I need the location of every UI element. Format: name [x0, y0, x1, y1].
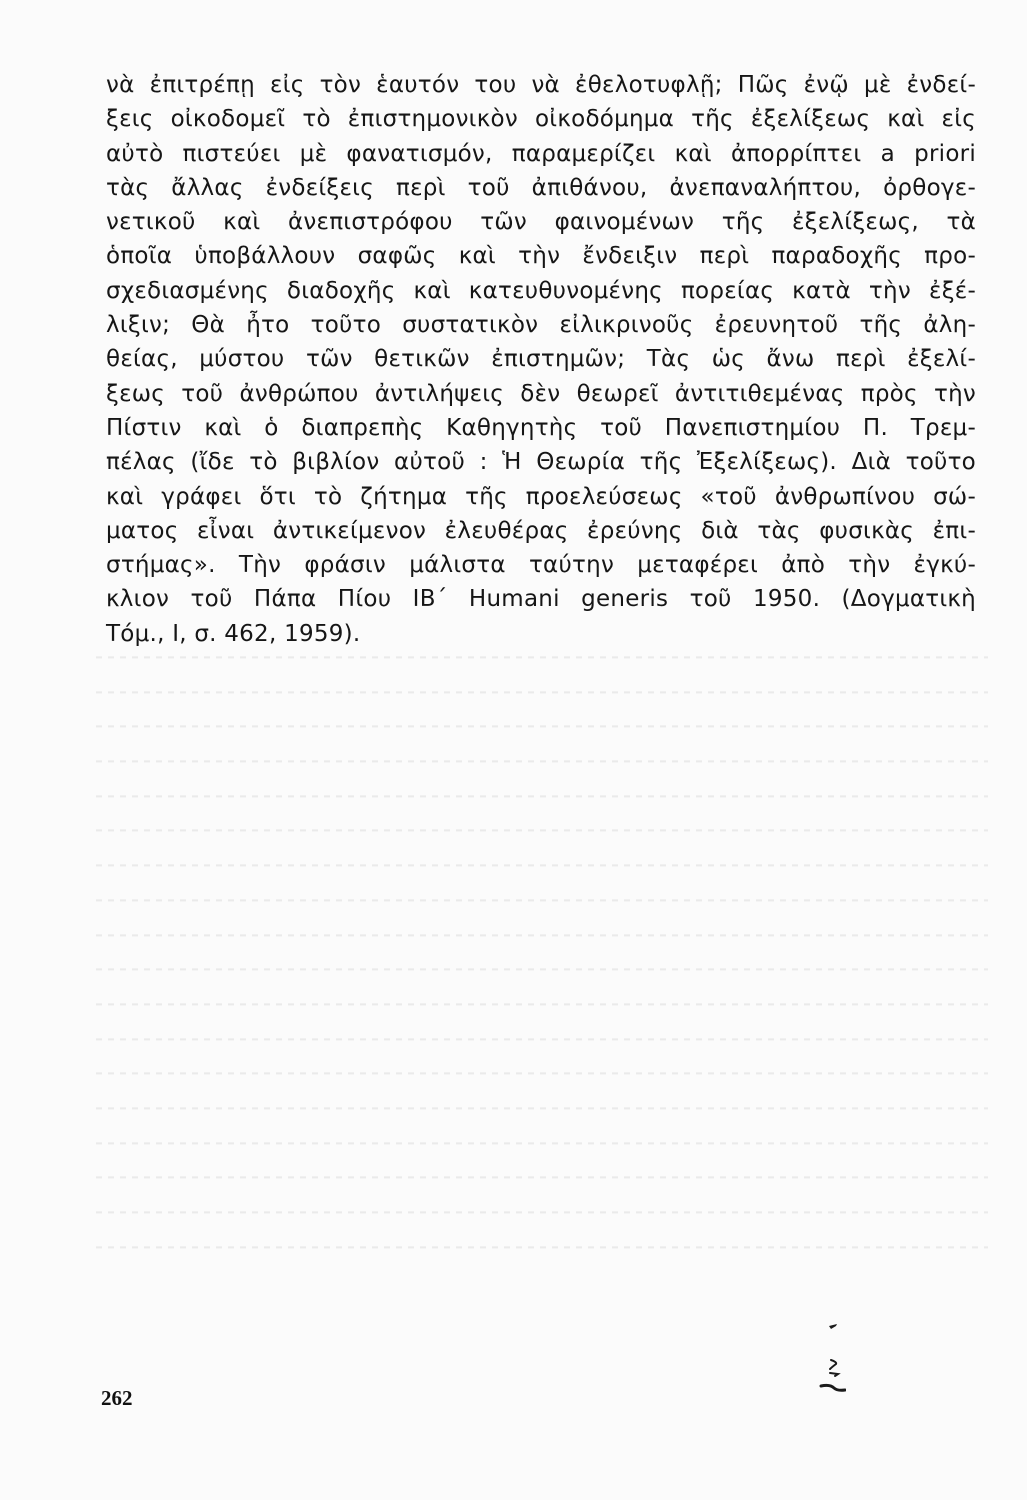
text-line: Πίστιν καὶ ὁ διαπρεπὴς Καθηγητὴς τοῦ Πανεπιστημίου Π. Τρεμ-: [106, 414, 976, 441]
text-line: στήμας». Τὴν φράσιν μάλιστα ταύτην μεταφέρει ἀπὸ τὴν ἐγκύ-: [106, 552, 976, 579]
text-line: ματος εἶναι ἀντικείμενον ἐλευθέρας ἐρεύνης διὰ τὰς φυσικὰς ἐπι-: [106, 517, 976, 544]
page-number: 262: [101, 1386, 133, 1410]
text-line: ξεως τοῦ ἀνθρώπου ἀντιλήψεις δὲν θεωρεῖ ἀντιτιθεμένας πρὸς τὴν: [106, 380, 976, 407]
text-line: καὶ γράφει ὅτι τὸ ζήτημα τῆς προελεύσεως «τοῦ ἀνθρωπίνου σώ-: [106, 483, 976, 510]
margin-mark-icon: [812, 1324, 846, 1400]
text-line: ὁποῖα ὑποβάλλουν σαφῶς καὶ τὴν ἔνδειξιν περὶ παραδοχῆς προ-: [106, 243, 976, 270]
text-line: ξεις οἰκοδομεῖ τὸ ἐπιστημονικὸν οἰκοδόμημα τῆς ἐξελίξεως καὶ εἰς: [106, 106, 976, 133]
bleed-through-text: [96, 640, 988, 1280]
text-line: τὰς ἄλλας ἐνδείξεις περὶ τοῦ ἀπιθάνου, ἀνεπαναλήπτου, ὀρθογε-: [106, 174, 976, 201]
text-line: νετικοῦ καὶ ἀνεπιστρόφου τῶν φαινομένων τῆς ἐξελίξεως, τὰ: [106, 209, 976, 236]
text-line: κλιον τοῦ Πάπα Πίου ΙΒ΄ Humani generis τοῦ 1950. (Δογματικὴ: [106, 586, 976, 613]
text-line: Τόμ., Ι, σ. 462, 1959).: [106, 620, 361, 647]
text-line: αὐτὸ πιστεύει μὲ φανατισμόν, παραμερίζει καὶ ἀπορρίπτει a priori: [106, 140, 976, 167]
text-line: σχεδιασμένης διαδοχῆς καὶ κατευθυνομένης πορείας κατὰ τὴν ἐξέ-: [106, 277, 976, 304]
body-text: [106, 68, 976, 651]
text-line: πέλας (ἴδε τὸ βιβλίον αὐτοῦ : Ἡ Θεωρία τῆς Ἐξελίξεως). Διὰ τοῦτο: [106, 449, 976, 476]
text-line: λιξιν; Θὰ ἦτο τοῦτο συστατικὸν εἰλικρινοῦς ἐρευνητοῦ τῆς ἀλη-: [106, 312, 976, 339]
text-line: θείας, μύστου τῶν θετικῶν ἐπιστημῶν; Τὰς ὡς ἄνω περὶ ἐξελί-: [106, 346, 976, 373]
text-line: νὰ ἐπιτρέπῃ εἰς τὸν ἑαυτόν του νὰ ἐθελοτυφλῇ; Πῶς ἐνῷ μὲ ἐνδεί-: [106, 72, 976, 98]
